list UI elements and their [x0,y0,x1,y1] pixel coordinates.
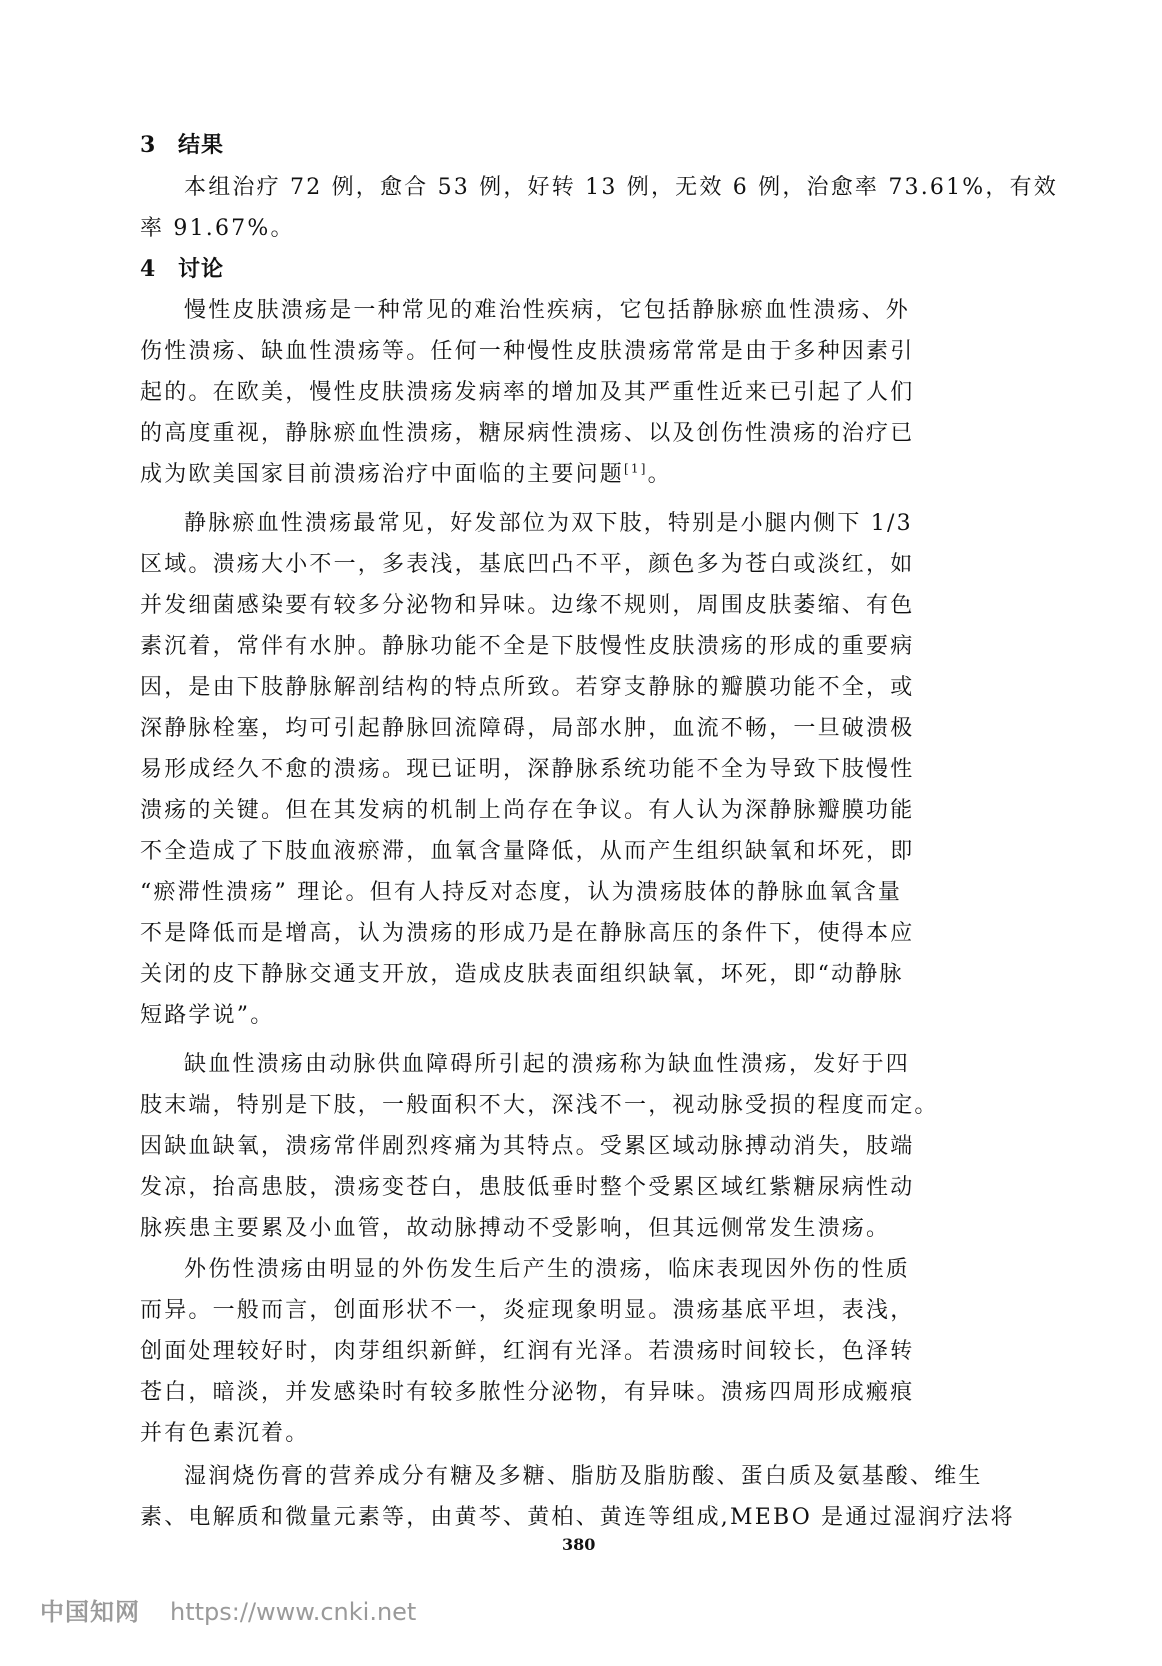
text-line: 湿润烧伤膏的营养成分有糖及多糖、脂肪及脂肪酸、蛋白质及氨基酸、维生 [184,1464,983,1489]
text-line: 因，是由下肢静脉解剖结构的特点所致。若穿支静脉的瓣膜功能不全，或 [140,675,915,700]
text-line: 苍白，暗淡，并发感染时有较多脓性分泌物，有异味。溃疡四周形成瘢痕 [140,1380,915,1405]
text-line-with-citation [140,457,672,488]
text-line: 本组治疗 72 例，愈合 53 例，好转 13 例，无效 6 例，治愈率 73.61%，有效 [184,175,1059,200]
text-line: 而异。一般而言，创面形状不一，炎症现象明显。溃疡基底平坦，表浅， [140,1298,915,1323]
section-heading-discussion [140,252,224,283]
text-line: 肢末端，特别是下肢，一般面积不大，深浅不一，视动脉受损的程度而定。 [140,1093,939,1118]
text-line: 溃疡的关键。但在其发病的机制上尚存在争议。有人认为深静脉瓣膜功能 [140,798,915,823]
page-number: 380 [562,1535,596,1554]
section-number: 3 [140,132,157,158]
text-fragment: 。 [647,462,672,487]
text-line: 深静脉栓塞，均可引起静脉回流障碍，局部水肿，血流不畅，一旦破溃极 [140,716,915,741]
text-line: 的高度重视，静脉瘀血性溃疡，糖尿病性溃疡、以及创伤性溃疡的治疗已 [140,421,915,446]
text-line: 脉疾患主要累及小血管，故动脉搏动不受影响，但其远侧常发生溃疡。 [140,1216,891,1241]
section-title: 结果 [178,132,225,158]
text-line: 并有色素沉着。 [140,1421,310,1446]
text-line: 创面处理较好时，肉芽组织新鲜，红润有光泽。若溃疡时间较长，色泽转 [140,1339,915,1364]
citation-ref: [1] [624,461,648,476]
watermark-footer [40,1592,416,1627]
text-line: “瘀滞性溃疡” 理论。但有人持反对态度，认为溃疡肢体的静脉血氧含量 [140,880,903,905]
text-line: 起的。在欧美，慢性皮肤溃疡发病率的增加及其严重性近来已引起了人们 [140,380,915,405]
text-line: 素沉着，常伴有水肿。静脉功能不全是下肢慢性皮肤溃疡的形成的重要病 [140,634,915,659]
section-heading-results [140,128,224,159]
text-line: 易形成经久不愈的溃疡。现已证明，深静脉系统功能不全为导致下肢慢性 [140,757,915,782]
text-line: 外伤性溃疡由明显的外伤发生后产生的溃疡，临床表现因外伤的性质 [184,1257,911,1282]
text-line: 静脉瘀血性溃疡最常见，好发部位为双下肢，特别是小腿内侧下 1/3 [184,511,913,536]
text-line: 慢性皮肤溃疡是一种常见的难治性疾病，它包括静脉瘀血性溃疡、外 [184,298,911,323]
text-line: 发凉，抬高患肢，溃疡变苍白，患肢低垂时整个受累区域红紫糖尿病性动 [140,1175,915,1200]
text-line: 缺血性溃疡由动脉供血障碍所引起的溃疡称为缺血性溃疡，发好于四 [184,1052,911,1077]
text-line: 不是降低而是增高，认为溃疡的形成乃是在静脉高压的条件下，使得本应 [140,921,915,946]
text-line: 不全造成了下肢血液瘀滞，血氧含量降低，从而产生组织缺氧和坏死，即 [140,839,915,864]
text-line: 率 91.67%。 [140,216,295,241]
text-line: 区域。溃疡大小不一，多表浅，基底凹凸不平，颜色多为苍白或淡红，如 [140,552,915,577]
cnki-logo: 中国知网 [40,1598,140,1626]
text-line: 关闭的皮下静脉交通支开放，造成皮肤表面组织缺氧，坏死，即“动静脉 [140,962,904,987]
section-number: 4 [140,256,157,282]
cnki-link[interactable]: https://www.cnki.net [170,1598,417,1626]
text-fragment: 成为欧美国家目前溃疡治疗中面临的主要问题 [140,462,625,487]
text-line: 素、电解质和微量元素等，由黄芩、黄柏、黄连等组成,MEBO 是通过湿润疗法将 [140,1505,1015,1530]
text-line: 并发细菌感染要有较多分泌物和异味。边缘不规则，周围皮肤萎缩、有色 [140,593,915,618]
section-title: 讨论 [178,256,225,282]
text-line: 伤性溃疡、缺血性溃疡等。任何一种慢性皮肤溃疡常常是由于多种因素引 [140,339,915,364]
text-line: 因缺血缺氧，溃疡常伴剧烈疼痛为其特点。受累区域动脉搏动消失，肢端 [140,1134,915,1159]
text-line: 短路学说”。 [140,1003,275,1028]
